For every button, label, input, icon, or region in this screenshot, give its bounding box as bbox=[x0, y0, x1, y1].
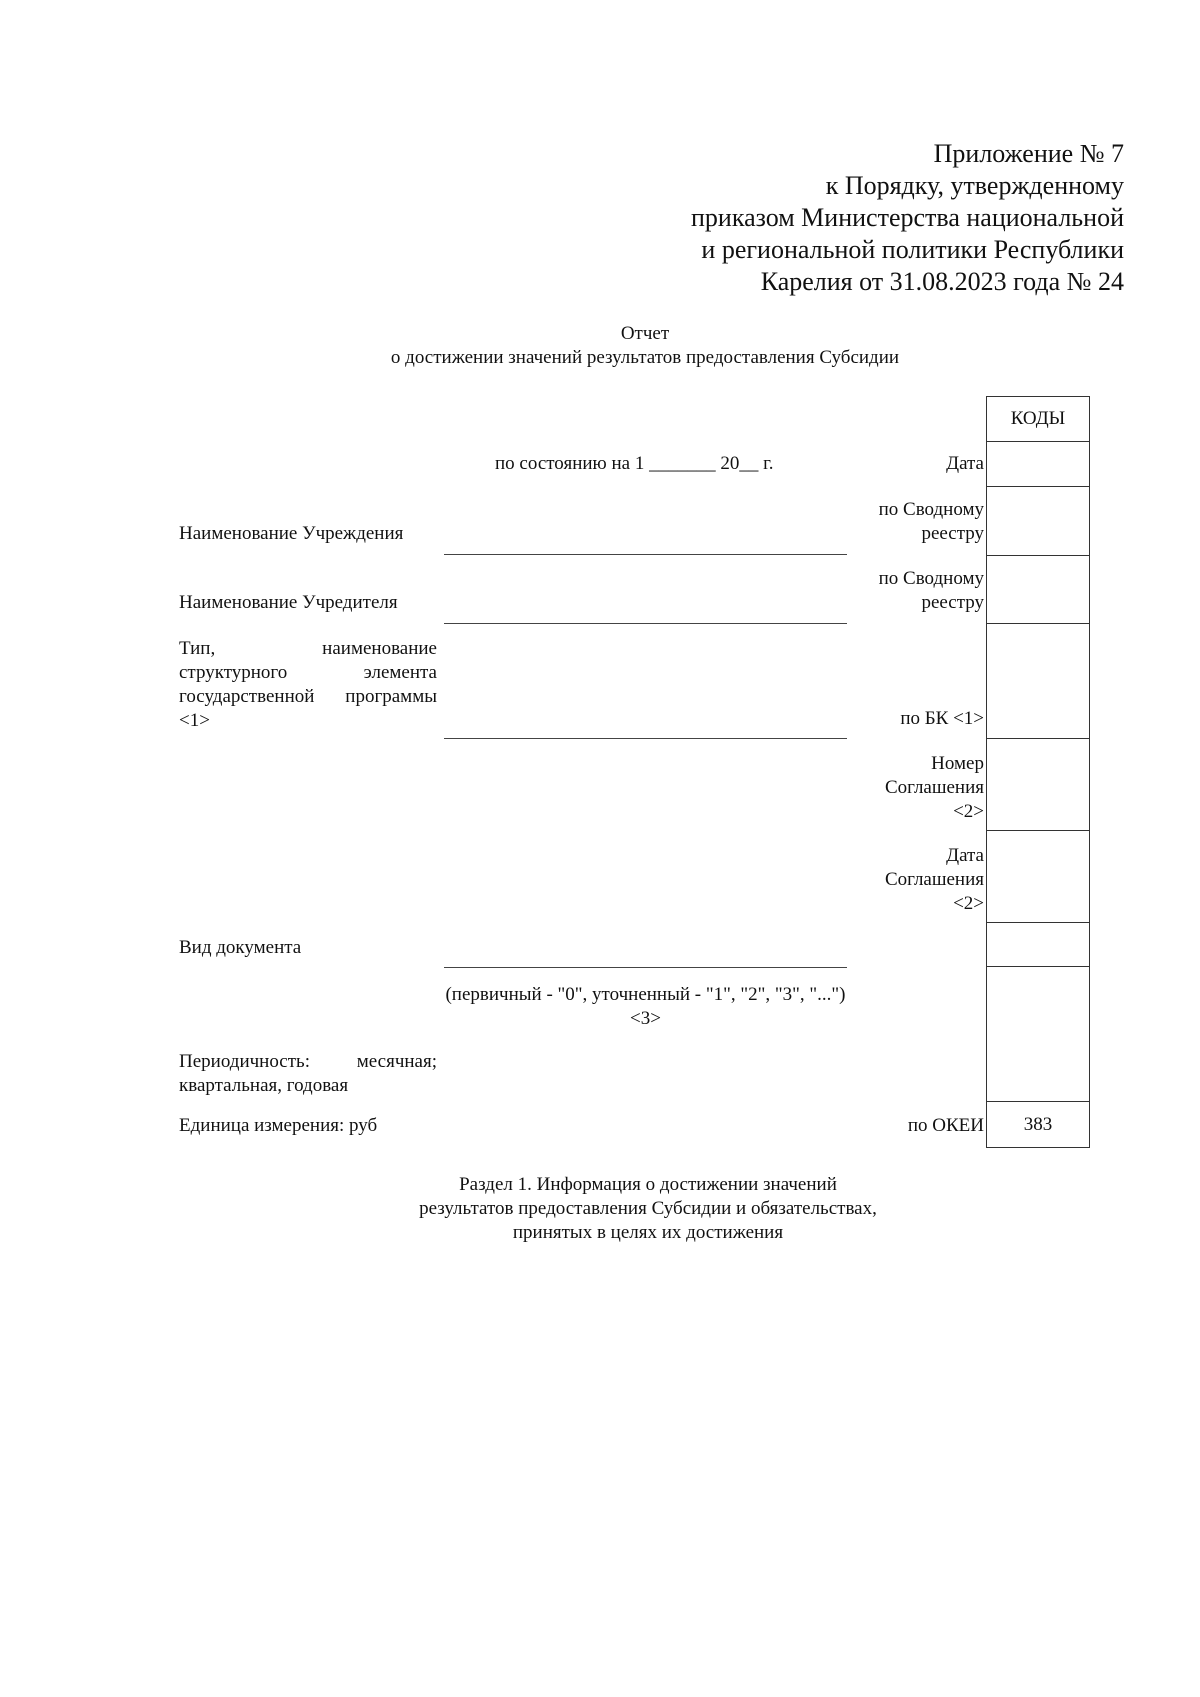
bk-label: по БК <1> bbox=[900, 708, 984, 729]
okei-label: по ОКЕИ bbox=[907, 1115, 984, 1136]
code-cell-doc-type[interactable] bbox=[986, 923, 1090, 967]
doc-type-field[interactable] bbox=[444, 967, 847, 968]
institution-label: Наименование Учреждения bbox=[179, 523, 404, 544]
agreement-number-label: Номер Соглашения <2> bbox=[884, 753, 984, 822]
appendix-header bbox=[691, 138, 1124, 298]
section1-line2: результатов предоставления Субсидии и обязательствах, bbox=[419, 1198, 877, 1219]
founder-field[interactable] bbox=[444, 623, 847, 624]
svodny-reestr-label-2: по Сводному реестру bbox=[878, 568, 984, 613]
code-cell-okei[interactable]: 383 bbox=[986, 1102, 1090, 1148]
program-element-label: Тип, наименование структурного элемента государственной программы <1> bbox=[179, 638, 437, 731]
code-cell-founder[interactable] bbox=[986, 556, 1090, 624]
as-of-date: по состоянию на 1 _______ 20__ г. bbox=[495, 453, 774, 474]
doc-type-hint: (первичный - "0", уточненный - "1", "2", "3", "...") <3> bbox=[445, 984, 846, 1029]
report-title bbox=[0, 322, 1200, 370]
institution-field[interactable] bbox=[444, 554, 847, 555]
code-cell-bk[interactable] bbox=[986, 624, 1090, 739]
program-element-field[interactable] bbox=[444, 738, 847, 739]
appendix-line: к Порядку, утвержденному bbox=[825, 171, 1124, 200]
section1-heading bbox=[0, 1173, 1200, 1245]
section1-line3: принятых в целях их достижения bbox=[512, 1222, 784, 1243]
doc-type-label: Вид документа bbox=[179, 937, 302, 958]
codes-header: КОДЫ bbox=[986, 396, 1090, 442]
founder-label: Наименование Учредителя bbox=[179, 592, 398, 613]
date-label: Дата bbox=[946, 453, 984, 474]
svodny-reestr-label-1: по Сводному реестру bbox=[878, 499, 984, 544]
code-cell-date[interactable] bbox=[986, 442, 1090, 487]
code-cell-agreement-date[interactable] bbox=[986, 831, 1090, 923]
report-title-line1: Отчет bbox=[620, 323, 670, 344]
report-title-line2: о достижении значений результатов предоставления Субсидии bbox=[390, 347, 900, 368]
periodicity-label: Периодичность: месячная; квартальная, годовая bbox=[179, 1051, 437, 1096]
agreement-date-label: Дата Соглашения <2> bbox=[884, 845, 984, 914]
appendix-line: Карелия от 31.08.2023 года № 24 bbox=[760, 267, 1124, 296]
section1-line1: Раздел 1. Информация о достижении значений bbox=[459, 1174, 837, 1195]
appendix-line: приказом Министерства национальной bbox=[691, 203, 1124, 232]
code-cell-agreement-number[interactable] bbox=[986, 739, 1090, 831]
appendix-line: Приложение № 7 bbox=[933, 139, 1124, 168]
code-cell-institution[interactable] bbox=[986, 487, 1090, 556]
unit-label: Единица измерения: руб bbox=[179, 1115, 378, 1136]
code-cell-periodicity[interactable] bbox=[986, 967, 1090, 1102]
appendix-line: и региональной политики Республики bbox=[701, 235, 1124, 264]
